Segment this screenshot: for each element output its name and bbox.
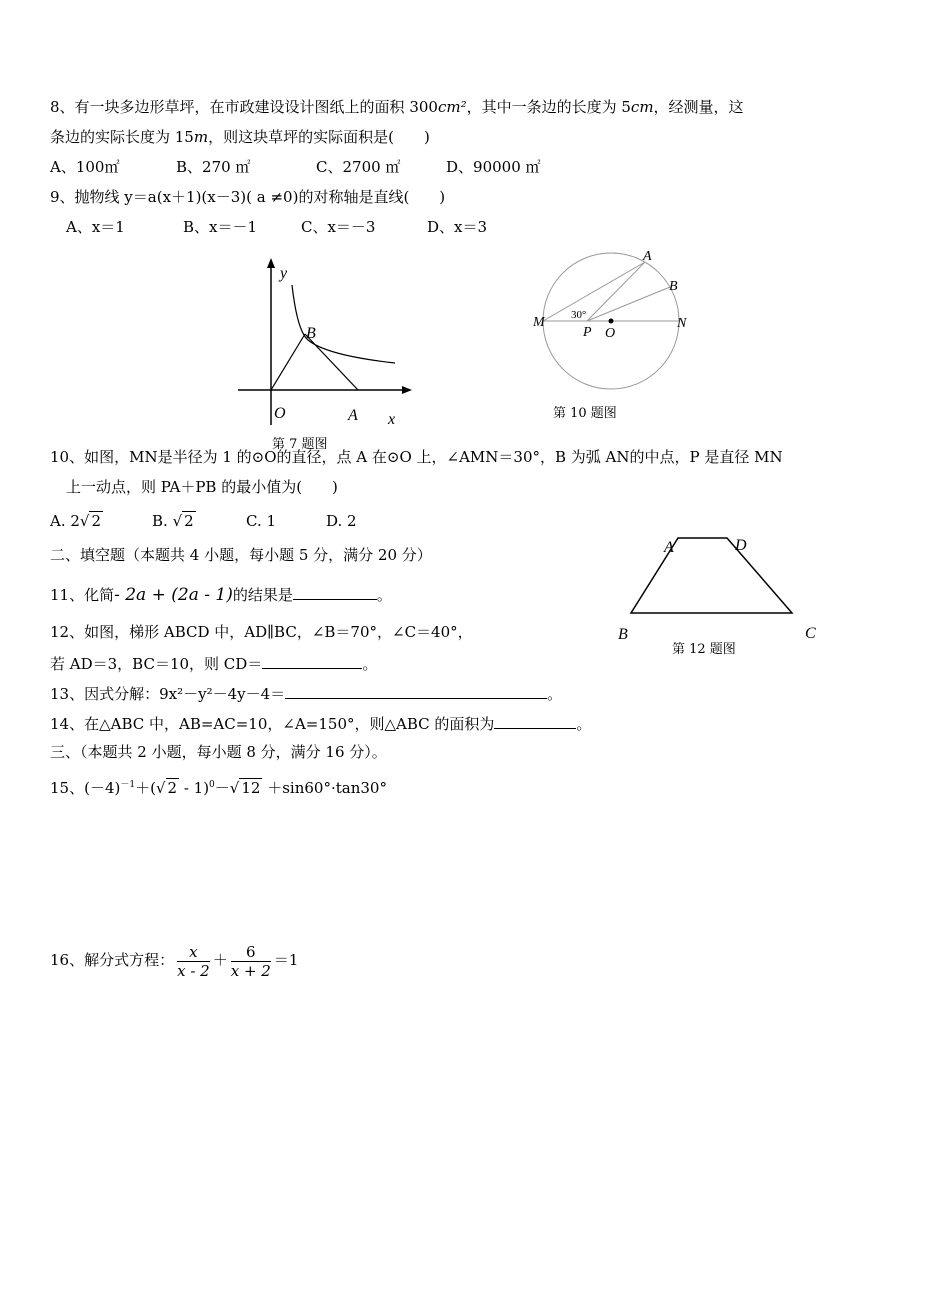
fig7-hyperbola [292,285,395,363]
q16-fraction-2: $\frac{6}{x + 2}$ [230,942,271,980]
q9-option-c: C、x＝－3 [301,218,376,236]
q14-answer-blank[interactable] [494,712,576,729]
q10-option-c: C. 1 [246,512,277,530]
q10-option-b: B. √ 2 [152,512,194,530]
q10-line2: 上一动点，则 PA＋PB 的最小值为( ) [66,478,338,496]
fig7-label-x: x [388,411,396,428]
q10-line1: 10、如图，MN是半径为 1 的⊙O的直径，点 A 在⊙O 上，∠AMN＝30°，B 为弧 AN的中点，P 是直径 MN [50,448,783,466]
fig12-trapezoid [631,538,792,613]
fig10-center-dot [609,319,614,324]
fig7-label-o: O [274,405,286,422]
q12-line1: 12、如图，梯形 ABCD 中，AD∥BC，∠B＝70°，∠C＝40°， [50,623,473,641]
fig10-label-p: P [583,325,592,340]
q11-answer-blank[interactable] [293,583,377,600]
q14: 14、在△ABC 中，AB=AC=10，∠A=150°，则△ABC 的面积为 。 [50,712,591,734]
fig12-label-c: C [805,625,816,642]
q9-stem: 9、抛物线 y＝a(x＋1)(x－3)( a ≠0)的对称轴是直线( ) [50,188,446,206]
q8-line2: 条边的实际长度为 15m，则这块草坪的实际面积是( ) [50,128,430,146]
fig7-label-a: A [348,407,358,424]
unit-cm2: cm² [437,98,467,116]
fig7-x-arrow [402,386,412,394]
q12-answer-blank[interactable] [262,652,362,669]
fig10-segment-pa [587,262,645,321]
q11: 11、化简- 2a + (2a - 1)的结果是 。 [50,585,392,605]
fig10-chord-ma [543,262,645,321]
fig10-segment-pb [587,287,670,321]
fig12-label-a: A [664,539,674,556]
fig10-label-a: A [643,249,652,264]
fig7-label-b: B [306,325,316,342]
section-3-heading: 三、（本题共 2 小题，每小题 8 分，满分 16 分）。 [50,743,387,761]
q9-option-a: A、x＝1 [66,218,125,236]
q8-option-c: C、2700 ㎡ [316,158,401,176]
q13-answer-blank[interactable] [285,682,547,699]
section-2-heading: 二、填空题（本题共 4 小题，每小题 5 分，满分 20 分） [50,546,432,564]
q13: 13、因式分解：9x²－y²－4y－4＝ 。 [50,682,562,704]
fig12-label-d: D [735,537,747,554]
fig12-caption: 第 12 题图 [672,642,736,657]
fig10-label-n: N [677,316,687,331]
q10-option-a: A. 2√ 2 [50,512,102,530]
fig7-segment-ob [271,334,305,390]
fig10-label-o: O [605,326,616,341]
fig10-label-b: B [669,279,678,294]
unit-m: m [193,128,209,146]
figure-12 [610,530,825,645]
fig10-caption: 第 10 题图 [553,406,617,421]
q11-expression: - 2a + (2a - 1) [114,585,233,605]
fig10-label-m: M [533,315,545,330]
fig7-segment-ba [305,334,358,390]
q10-option-d: D. 2 [326,512,357,530]
figure-10 [525,245,700,395]
fig12-label-b: B [618,626,628,643]
fig10-label-angle: 30° [571,309,587,321]
unit-cm: cm [630,98,654,116]
fig7-label-y: y [280,265,288,282]
q8-option-b: B、270 ㎡ [176,158,251,176]
fig7-y-arrow [267,258,275,268]
q8-option-a: A、100㎡ [50,158,120,176]
q8-option-d: D、90000 ㎡ [446,158,541,176]
q16: 16、解分式方程： $\frac{x}{x - 2}$ ＋ $\frac{6}{x + 2}$ ＝1 [50,942,299,980]
figure-7 [230,250,420,440]
fig7-caption: 第 7 题图 [272,437,328,452]
q9-option-b: B、x＝－1 [183,218,258,236]
q12-line2: 若 AD＝3，BC＝10，则 CD＝ 。 [50,652,377,674]
q9-option-d: D、x＝3 [427,218,488,236]
q8-line1: 8、有一块多边形草坪，在市政建设设计图纸上的面积 300cm²，其中一条边的长度为 5cm，经测量，这 [50,98,744,116]
q16-fraction-1: $\frac{x}{x - 2}$ [177,942,210,980]
q15: 15、$(-4)^{-1}+(√$ 2 - 1)$^0$－√ 12 ＋sin60°·tan30° [50,779,387,797]
